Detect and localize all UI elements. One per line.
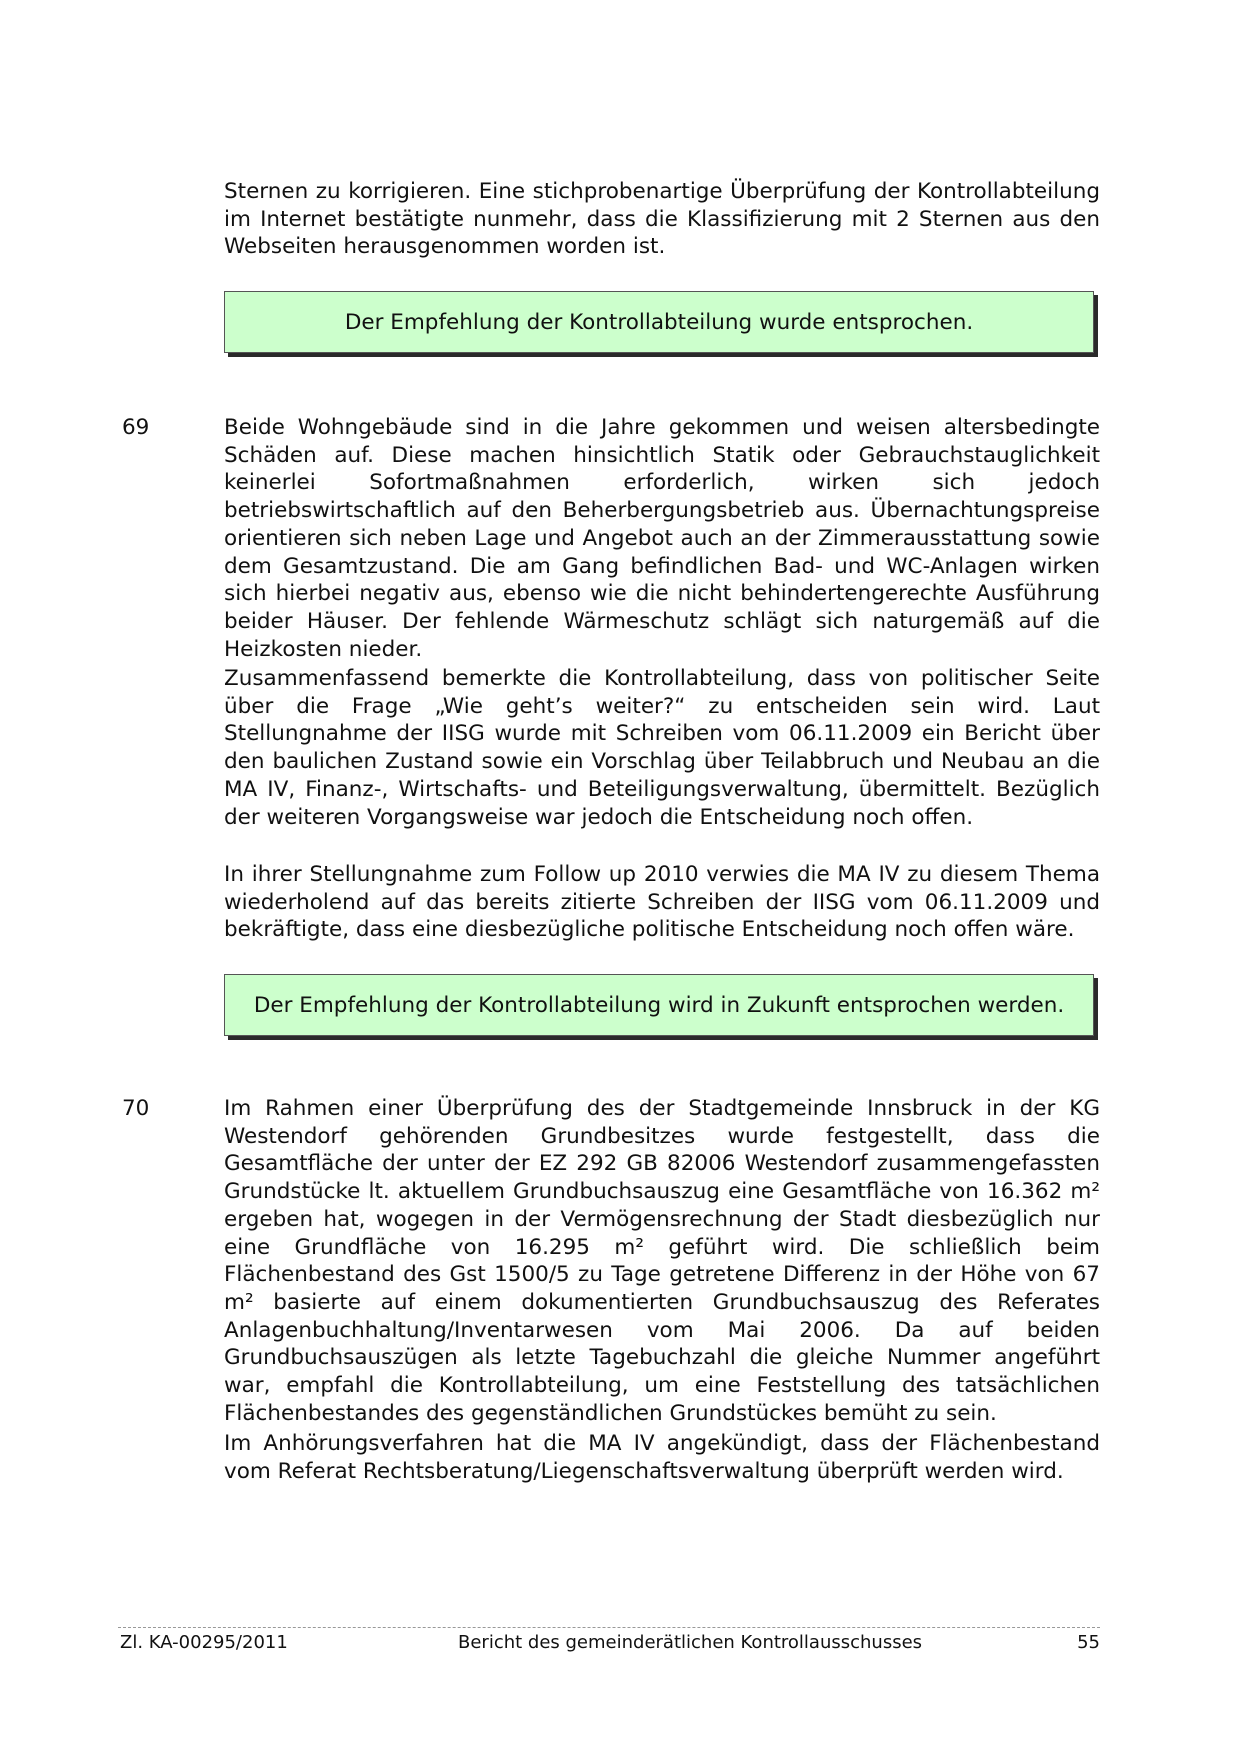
body-paragraph: Beide Wohngebäude sind in die Jahre gekommen und weisen altersbedingte Schäden auf. Diese machen hinsichtlich Statik oder Gebrauchstauglichkeit keinerlei Sofortmaßnahmen erforderlich, wirken sich jedoch betriebswirtschaftlich auf den Beherbergungsbetrieb aus. Übernachtungspreise orientieren sich neben Lage und Angebot auch an der Zimmerausstattung sowie dem Gesamtzustand. Die am Gang befindlichen Bad- und WC-Anlagen wirken sich hierbei negativ aus, ebenso wie die nicht behindertengerechte Ausführung beider Häuser. Der fehlende Wärmeschutz schlägt sich naturgemäß auf die Heizkosten nieder. [224, 415, 1100, 662]
body-paragraph: Sternen zu korrigieren. Eine stichprobenartige Überprüfung der Kontrollabteilung im Internet bestätigte nunmehr, dass die Klassifizierung mit 2 Sternen aus den Webseiten herausgenommen worden ist. [224, 179, 1100, 260]
footer-reference: Zl. KA-00295/2011 [120, 1632, 288, 1653]
page-number: 55 [1077, 1632, 1100, 1653]
result-box [224, 291, 1094, 353]
result-text: Der Empfehlung der Kontrollabteilung wurde entsprochen. [344, 309, 974, 335]
result-text: Der Empfehlung der Kontrollabteilung wird in Zukunft entsprochen werden. [253, 992, 1065, 1018]
result-box [224, 974, 1094, 1036]
paragraph-number: 69 [122, 415, 150, 440]
footer-title: Bericht des gemeinderätlichen Kontrollausschusses [458, 1632, 923, 1653]
body-paragraph: Im Anhörungsverfahren hat die MA IV angekündigt, dass der Flächenbestand vom Referat Rechtsberatung/Liegenschaftsverwaltung überprüft werden wird. [224, 1431, 1100, 1484]
body-paragraph: In ihrer Stellungnahme zum Follow up 2010 verwies die MA IV zu diesem Thema wiederholend auf das bereits zitierte Schreiben der IISG vom 06.11.2009 und bekräftigte, dass eine diesbezügliche politische Entscheidung noch offen wäre. [224, 862, 1100, 943]
footer-divider [118, 1627, 1100, 1628]
body-paragraph: Zusammenfassend bemerkte die Kontrollabteilung, dass von politischer Seite über die Frage „Wie geht’s weiter?“ zu entscheiden sein wird. Laut Stellungnahme der IISG wurde mit Schreiben vom 06.11.2009 ein Bericht über den baulichen Zustand sowie ein Vorschlag über Teilabbruch und Neubau an die MA IV, Finanz-, Wirtschafts- und Beteiligungsverwaltung, übermittelt. Bezüglich der weiteren Vorgangsweise war jedoch die Entscheidung noch offen. [224, 666, 1100, 830]
body-paragraph: Im Rahmen einer Überprüfung des der Stadtgemeinde Innsbruck in der KG Westendorf gehörenden Grundbesitzes wurde festgestellt, dass die Gesamtfläche der unter der EZ 292 GB 82006 Westendorf zusammengefassten Grundstücke lt. aktuellem Grundbuchsauszug eine Gesamtfläche von 16.362 m² ergeben hat, wogegen in der Vermögensrechnung der Stadt diesbezüglich nur eine Grundfläche von 16.295 m² geführt wird. Die schließlich beim Flächenbestand des Gst 1500/5 zu Tage getretene Differenz in der Höhe von 67 m² basierte auf einem dokumentierten Grundbuchsauszug des Referates Anlagenbuchhaltung/Inventarwesen vom Mai 2006. Da auf beiden Grundbuchsauszügen als letzte Tagebuchzahl die gleiche Nummer angeführt war, empfahl die Kontrollabteilung, um eine Feststellung des tatsächlichen Flächenbestandes des gegenständlichen Grundstückes bemüht zu sein. [224, 1096, 1100, 1426]
paragraph-number: 70 [122, 1096, 150, 1121]
